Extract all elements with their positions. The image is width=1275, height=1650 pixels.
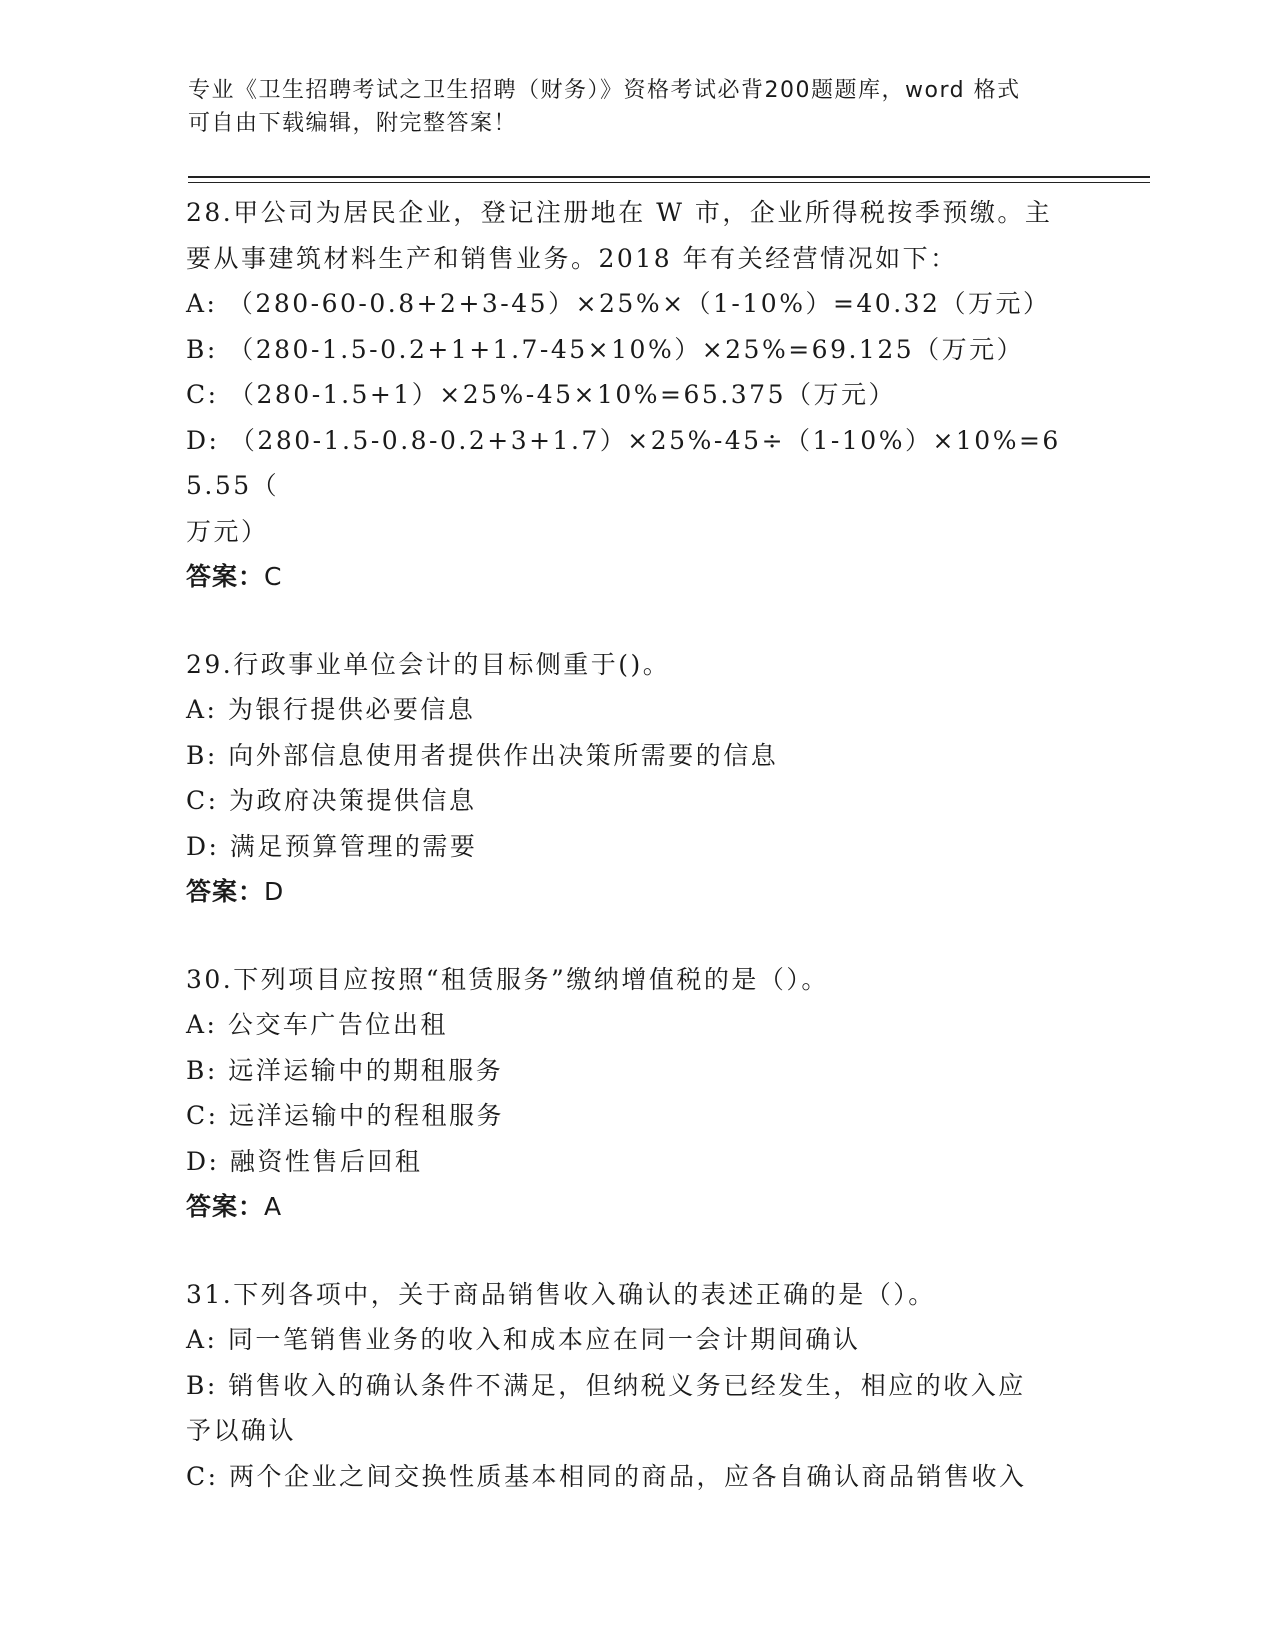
question-item bbox=[186, 190, 1086, 600]
header-line-2: 可自由下载编辑，附完整答案！ bbox=[188, 111, 518, 136]
option-line: B: 向外部信息使用者提供作出决策所需要的信息 bbox=[186, 740, 779, 770]
option-line: B: 销售收入的确认条件不满足，但纳税义务已经发生，相应的收入应 bbox=[186, 1370, 1026, 1400]
option-line: B: （280-1.5-0.2+1+1.7-45×10%）×25%=69.125（万元） bbox=[186, 334, 1025, 364]
document-header bbox=[188, 74, 1068, 140]
option-line: 万元） bbox=[186, 516, 269, 546]
header-line-1: 专业《卫生招聘考试之卫生招聘（财务）》资格考试必背200题题库，word 格式 bbox=[188, 78, 1021, 103]
option-line: D: 融资性售后回租 bbox=[186, 1146, 423, 1176]
question-item bbox=[186, 957, 1086, 1230]
answer-line bbox=[186, 554, 1086, 600]
answer-label: 答案： bbox=[186, 1192, 265, 1221]
answer-line bbox=[186, 1184, 1086, 1230]
answer-line bbox=[186, 869, 1086, 915]
answer-value: D bbox=[264, 877, 285, 906]
option-line: C: 远洋运输中的程租服务 bbox=[186, 1101, 504, 1130]
option-line: A: 公交车广告位出租 bbox=[186, 1010, 448, 1039]
answer-label: 答案： bbox=[186, 562, 265, 591]
question-item bbox=[186, 1272, 1086, 1500]
question-stem-line: 30.下列项目应按照“租赁服务”缴纳增值税的是（）。 bbox=[186, 964, 829, 994]
question-item bbox=[186, 642, 1086, 915]
answer-label: 答案： bbox=[186, 877, 265, 906]
option-line: D: 满足预算管理的需要 bbox=[186, 831, 478, 861]
question-list bbox=[186, 190, 1086, 1541]
option-line: C: 为政府决策提供信息 bbox=[186, 786, 477, 815]
header-divider-thick bbox=[188, 176, 1150, 178]
option-line: A: （280-60-0.8+2+3-45）×25%×（1-10%）=40.32（万元） bbox=[186, 289, 1051, 318]
option-line: D: （280-1.5-0.8-0.2+3+1.7）×25%-45÷（1-10%）×10%=65.55（ bbox=[186, 425, 1061, 500]
question-stem-line: 29.行政事业单位会计的目标侧重于()。 bbox=[186, 649, 671, 679]
question-stem-line: 要从事建筑材料生产和销售业务。2018 年有关经营情况如下： bbox=[186, 243, 958, 273]
question-stem-line: 31.下列各项中，关于商品销售收入确认的表述正确的是（）。 bbox=[186, 1279, 936, 1309]
option-line: C: （280-1.5+1）×25%-45×10%=65.375（万元） bbox=[186, 380, 896, 409]
option-line: A: 同一笔销售业务的收入和成本应在同一会计期间确认 bbox=[186, 1325, 861, 1354]
answer-value: C bbox=[264, 562, 283, 591]
option-line: B: 远洋运输中的期租服务 bbox=[186, 1055, 504, 1085]
option-line: C: 两个企业之间交换性质基本相同的商品，应各自确认商品销售收入 bbox=[186, 1461, 1027, 1491]
option-line: 予以确认 bbox=[186, 1416, 297, 1445]
answer-value: A bbox=[264, 1192, 283, 1221]
option-line: A: 为银行提供必要信息 bbox=[186, 695, 476, 724]
header-divider-thin bbox=[188, 182, 1150, 183]
question-stem-line: 28.甲公司为居民企业，登记注册地在 W 市，企业所得税按季预缴。主 bbox=[186, 198, 1053, 227]
